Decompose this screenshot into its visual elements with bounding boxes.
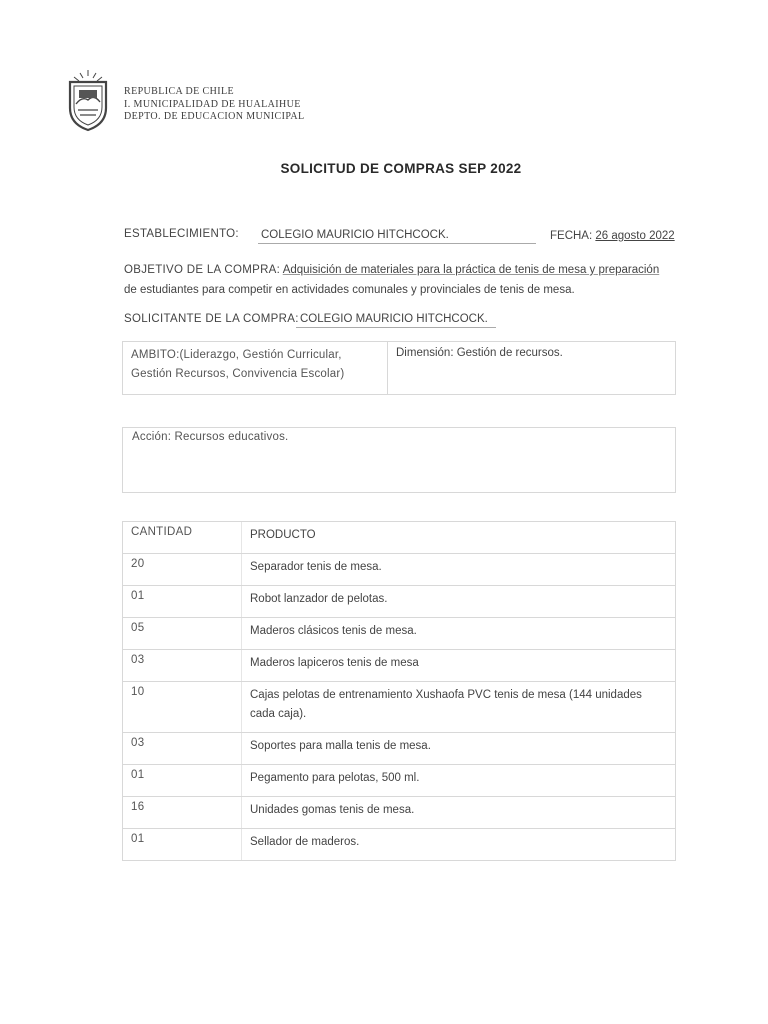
products-table [122,521,676,861]
table-row [123,765,675,797]
dimension-text: Dimensión: Gestión de recursos. [396,347,563,359]
establecimiento-underline [258,243,536,244]
fecha-value: 26 agosto 2022 [595,230,675,242]
table-row [123,829,675,861]
ambito-line-2: Gestión Recursos, Convivencia Escolar) [131,368,345,380]
municipal-seal-icon [66,68,110,132]
institution-header [124,86,305,124]
solicitante-underline [296,327,496,328]
table-row [123,618,675,650]
table-row [123,554,675,586]
row-product: Robot lanzador de pelotas. [250,593,388,605]
row-product: Unidades gomas tenis de mesa. [250,804,415,816]
header-line-municipality: I. MUNICIPALIDAD DE HUALAIHUE [124,98,301,110]
objetivo-text-2: de estudiantes para competir en actividades comunales y provinciales de tenis de mesa. [124,284,575,296]
row-product: Sellador de maderos. [250,836,360,848]
accion-text: Acción: Recursos educativos. [132,431,289,443]
accion-box [122,427,676,493]
row-quantity: 03 [131,654,145,666]
row-quantity: 16 [131,801,145,813]
row-product: Pegamento para pelotas, 500 ml. [250,772,420,784]
fecha-label: FECHA: [550,230,593,242]
table-row [123,650,675,682]
row-quantity: 03 [131,737,145,749]
objetivo-text-1: Adquisición de materiales para la práctica de tenis de mesa y preparación [282,264,660,276]
row-quantity: 05 [131,622,145,634]
table-row [123,682,675,733]
establecimiento-label: ESTABLECIMIENTO: [124,228,239,240]
row-quantity: 10 [131,686,145,698]
ambito-line-1: AMBITO:(Liderazgo, Gestión Curricular, [131,349,342,361]
ambito-divider [387,342,388,394]
header-line-republic: REPUBLICA DE CHILE [124,86,234,97]
table-row [123,797,675,829]
table-row [123,586,675,618]
row-quantity: 01 [131,590,145,602]
row-product: Maderos clásicos tenis de mesa. [250,625,417,637]
table-header-row [123,522,675,554]
row-quantity: 20 [131,558,145,570]
row-product: Soportes para malla tenis de mesa. [250,740,431,752]
header-cantidad: CANTIDAD [131,526,193,538]
header-line-department: DEPTO. DE EDUCACION MUNICIPAL [124,111,305,122]
row-product: Separador tenis de mesa. [250,561,382,573]
row-product: Cajas pelotas de entrenamiento Xushaofa PVC tenis de mesa (144 unidades cada caja). [250,689,642,720]
establecimiento-value: COLEGIO MAURICIO HITCHCOCK. [261,229,449,241]
row-quantity: 01 [131,769,145,781]
table-row [123,733,675,765]
objetivo-line-1 [124,264,659,276]
ambito-box [122,341,676,395]
row-quantity: 01 [131,833,145,845]
header-producto: PRODUCTO [250,529,316,541]
document-title: SOLICITUD DE COMPRAS SEP 2022 [280,161,522,176]
solicitante-label: SOLICITANTE DE LA COMPRA: [124,313,299,325]
objetivo-label: OBJETIVO DE LA COMPRA: [124,264,281,276]
row-product: Maderos lapiceros tenis de mesa [250,657,419,669]
ambito-text [131,346,344,384]
solicitante-value: COLEGIO MAURICIO HITCHCOCK. [300,313,488,325]
fecha-field [550,230,675,242]
